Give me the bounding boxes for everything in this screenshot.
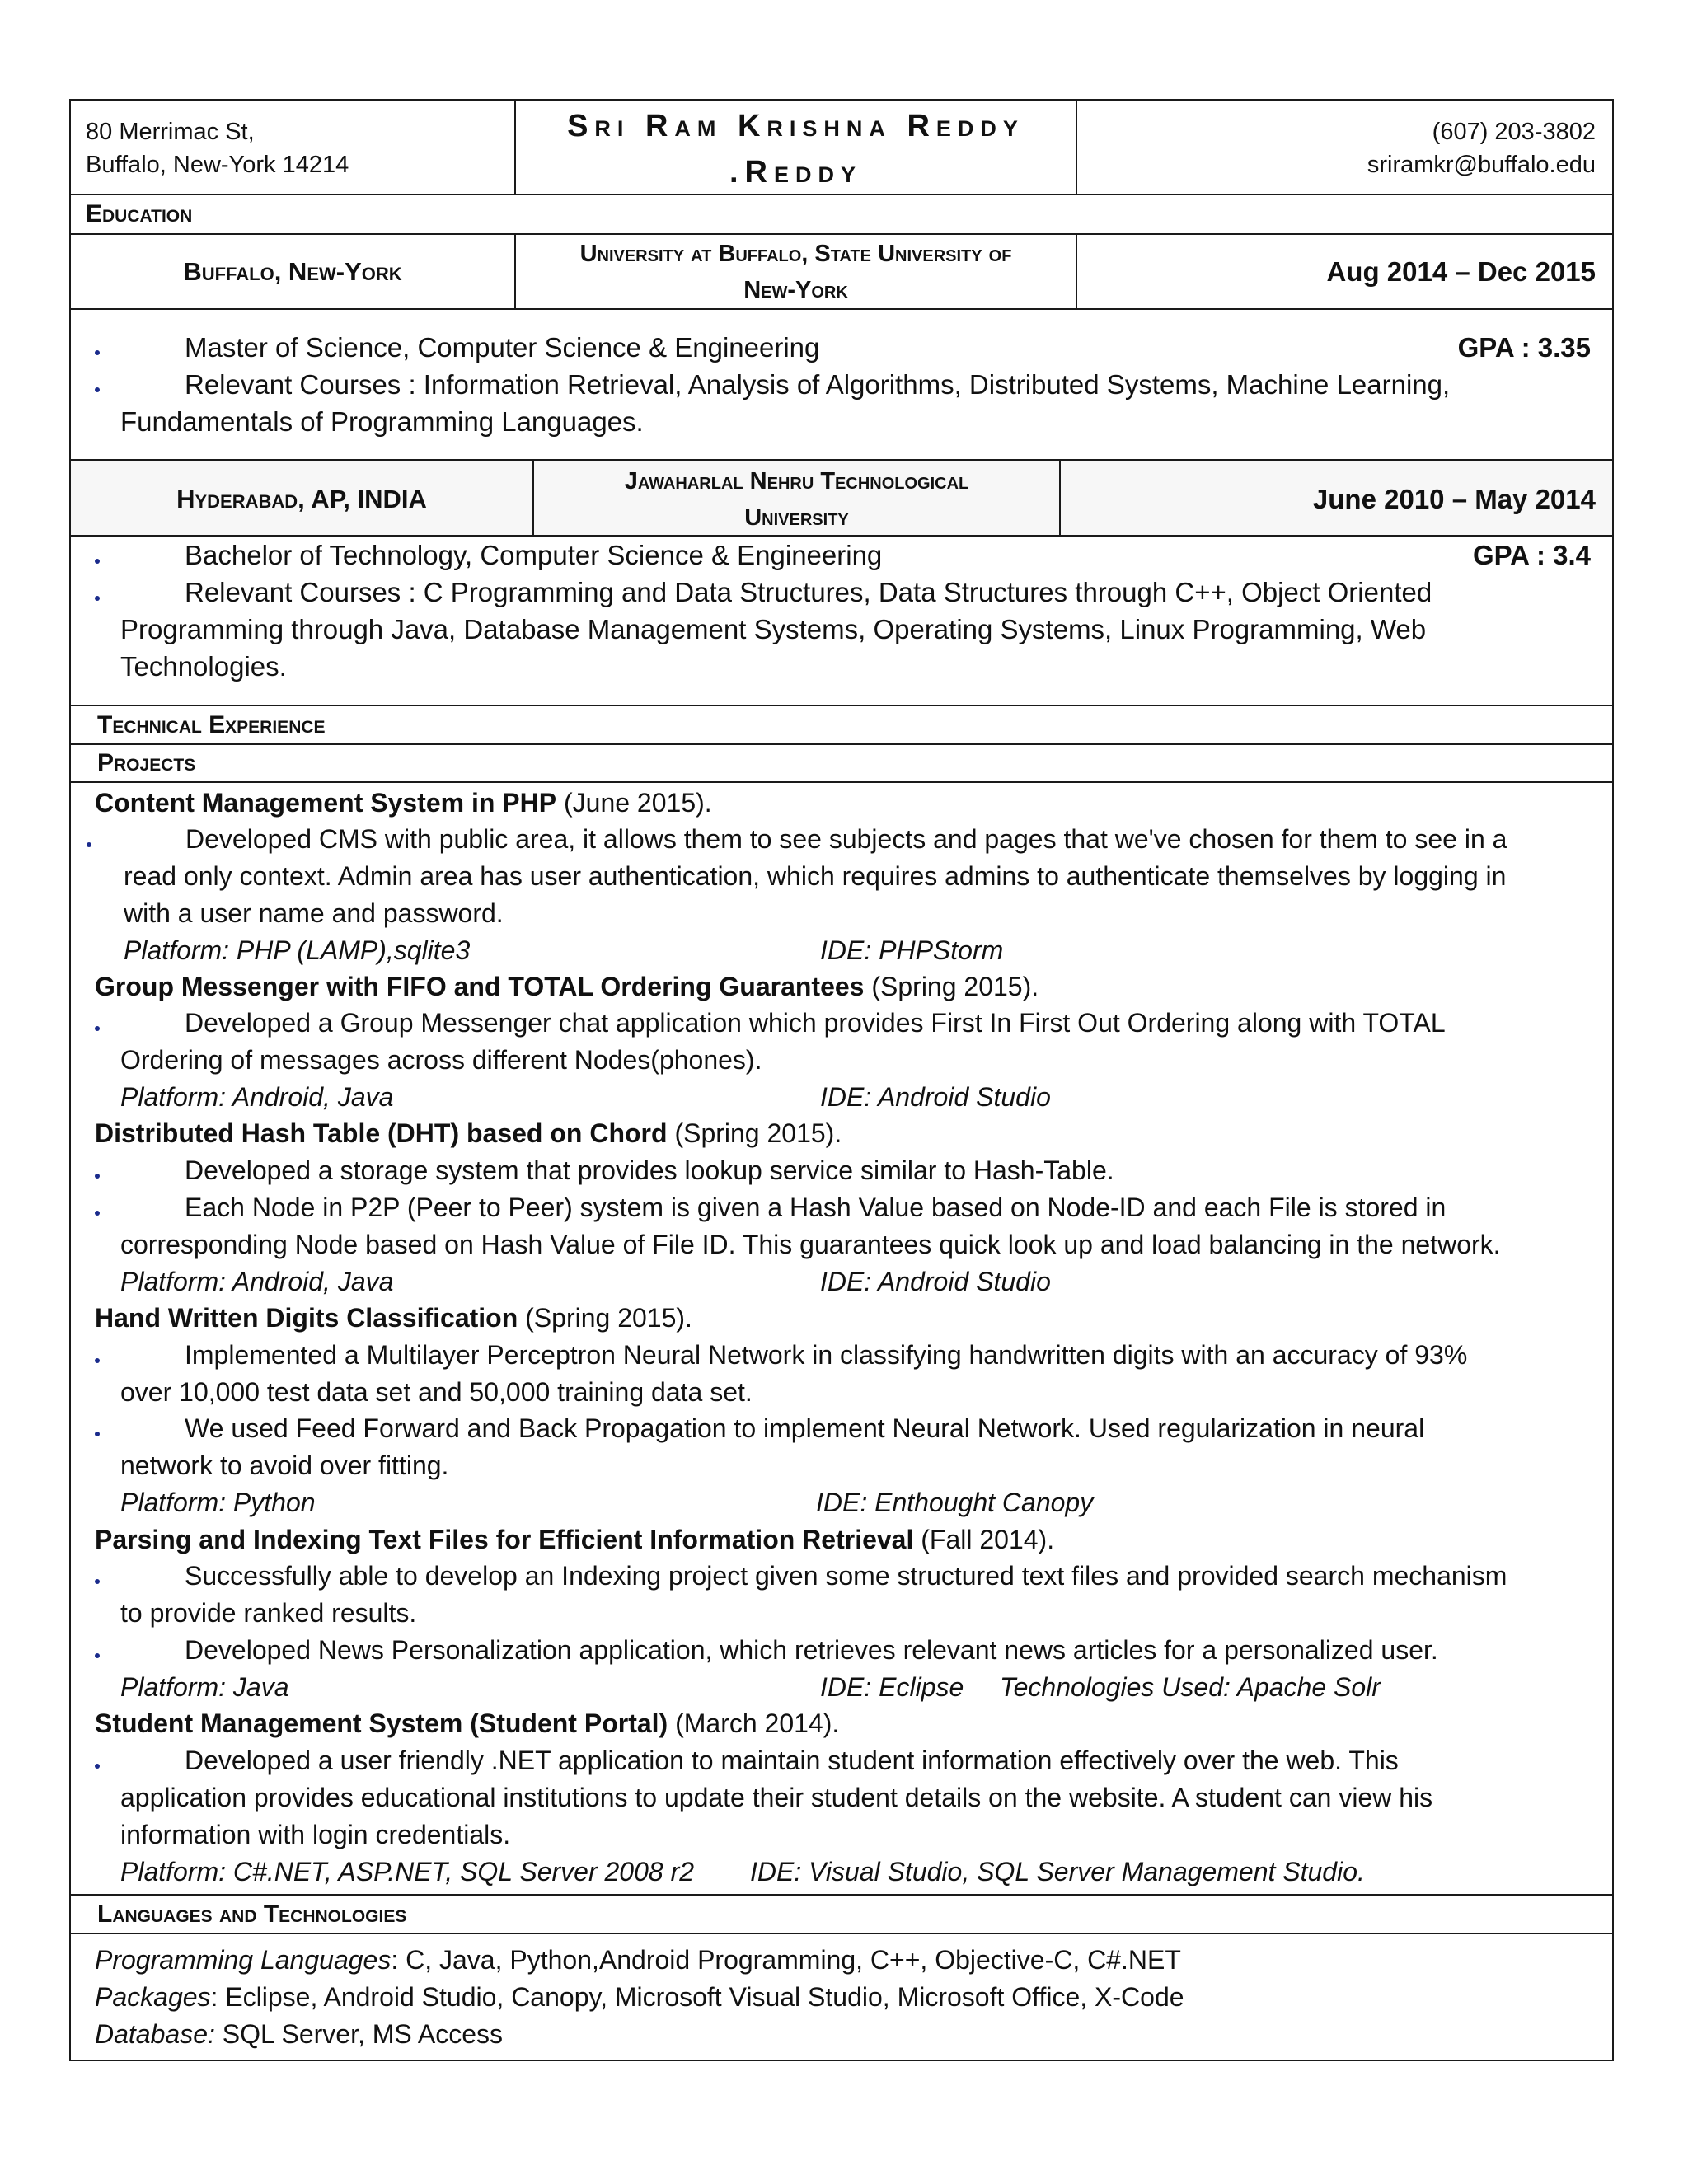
school2-courses: Relevant Courses : C Programming and Data Structures, Data Structures through C++, Object Oriented <box>185 577 1432 607</box>
bullet-icon <box>95 1211 100 1216</box>
project-3-line-2: Each Node in P2P (Peer to Peer) system is given a Hash Value based on Node-ID and each File is stored in <box>185 1193 1447 1222</box>
school1-name-line2: New-York <box>743 277 848 303</box>
project-6-platform: Platform: C#.NET, ASP.NET, SQL Server 2008 r2 <box>120 1857 695 1886</box>
school2-divider-2 <box>1059 459 1061 537</box>
project-3-line-1: Developed a storage system that provides lookup service similar to Hash-Table. <box>185 1155 1114 1185</box>
packages-label: Packages <box>95 1982 211 2012</box>
project-4-line-2: over 10,000 test data set and 50,000 training data set. <box>120 1377 753 1407</box>
school2-courses-cont2: Technologies. <box>120 651 287 682</box>
project-4-line-1: Implemented a Multilayer Perceptron Neural Network in classifying handwritten digits with an accuracy of 93% <box>185 1340 1468 1370</box>
school1-degree: Master of Science, Computer Science & Engineering <box>185 332 820 363</box>
school1-gpa: GPA : 3.35 <box>1457 332 1591 363</box>
project-5-header <box>95 1521 1054 1558</box>
project-1-line-1: Developed CMS with public area, it allows them to see subjects and pages that we've chosen for them to see in a <box>185 824 1507 854</box>
bullet-icon <box>95 559 100 564</box>
project-3-line-3: corresponding Node based on Hash Value of File ID. This guarantees quick look up and load balancing in the network. <box>120 1230 1501 1259</box>
languages-heading-line <box>69 1933 1614 1934</box>
bullet-icon <box>95 387 100 392</box>
header-bottom-line <box>69 194 1614 195</box>
school1-courses-cont: Fundamentals of Programming Languages. <box>120 406 644 437</box>
project-4-header <box>95 1300 692 1336</box>
edu-heading-line <box>69 233 1614 235</box>
school2-degree: Bachelor of Technology, Computer Science & Engineering <box>185 540 883 570</box>
bullet-icon <box>95 1579 100 1584</box>
project-2-header <box>95 968 1039 1005</box>
project-1-title: Content Management System in PHP <box>95 788 557 818</box>
project-3-date: (Spring 2015). <box>667 1118 842 1148</box>
languages-top-line <box>69 1894 1614 1896</box>
project-2-ide: IDE: Android Studio <box>820 1082 1051 1112</box>
email-address: sriramkr@buffalo.edu <box>1367 152 1596 178</box>
project-1-header <box>95 785 712 821</box>
project-6-date: (March 2014). <box>668 1708 840 1738</box>
tech-exp-top-line <box>69 705 1614 706</box>
bullet-icon <box>95 1026 100 1031</box>
packages-line <box>95 1979 1184 2015</box>
project-3-platform: Platform: Android, Java <box>120 1267 394 1296</box>
school1-divider-2 <box>1076 233 1077 309</box>
project-5-line-3: Developed News Personalization application, which retrieves relevant news articles for a personalized user. <box>185 1635 1438 1665</box>
school2-courses-cont: Programming through Java, Database Management Systems, Operating Systems, Linux Programming, Web <box>120 614 1427 644</box>
school2-name: Jawaharlal Nehru Technological <box>624 468 969 494</box>
project-6-line-1: Developed a user friendly .NET application to maintain student information effectively over the web. This <box>185 1746 1399 1775</box>
school2-name-line2: University <box>744 504 849 531</box>
school1-name: University at Buffalo, State University of <box>579 241 1012 267</box>
school1-courses: Relevant Courses : Information Retrieval, Analysis of Algorithms, Distributed Systems, Machine Learning, <box>185 369 1451 400</box>
project-5-ide: IDE: Eclipse <box>820 1672 964 1702</box>
programming-languages-line <box>95 1942 1181 1978</box>
bullet-icon <box>95 1358 100 1363</box>
address-line-1: 80 Merrimac St, <box>86 119 255 145</box>
project-6-header <box>95 1705 839 1741</box>
bullet-icon <box>95 1432 100 1436</box>
education-heading: Education <box>86 200 193 227</box>
project-2-platform: Platform: Android, Java <box>120 1082 394 1112</box>
header-divider-2 <box>1076 99 1077 194</box>
project-6-ide: IDE: Visual Studio, SQL Server Management Studio. <box>750 1857 1365 1886</box>
school2-location: Hyderabad, AP, INDIA <box>176 485 427 513</box>
candidate-name: Sri Ram Krishna Reddy <box>567 109 1025 143</box>
project-4-title: Hand Written Digits Classification <box>95 1303 518 1333</box>
project-4-date: (Spring 2015). <box>518 1303 692 1333</box>
project-5-line-2: to provide ranked results. <box>120 1598 417 1628</box>
projects-heading-line <box>69 781 1614 783</box>
project-3-header <box>95 1115 842 1151</box>
languages-heading: Languages and Technologies <box>97 1900 407 1928</box>
project-3-ide: IDE: Android Studio <box>820 1267 1051 1296</box>
project-2-title: Group Messenger with FIFO and TOTAL Ordering Guarantees <box>95 972 865 1001</box>
bullet-icon <box>95 350 100 355</box>
project-2-line-1: Developed a Group Messenger chat application which provides First In First Out Ordering along with TOTAL <box>185 1008 1446 1038</box>
project-1-date: (June 2015). <box>556 788 712 818</box>
bullet-icon <box>95 1653 100 1658</box>
project-4-ide: IDE: Enthought Canopy <box>816 1488 1094 1517</box>
project-4-platform: Platform: Python <box>120 1488 316 1517</box>
packages-value: : Eclipse, Android Studio, Canopy, Microsoft Visual Studio, Microsoft Office, X-Code <box>210 1982 1184 2012</box>
bullet-icon <box>87 842 91 847</box>
school1-dates: Aug 2014 – Dec 2015 <box>1326 256 1596 287</box>
project-5-title: Parsing and Indexing Text Files for Efficient Information Retrieval <box>95 1525 914 1554</box>
bullet-icon <box>95 1174 100 1179</box>
technical-experience-heading: Technical Experience <box>97 711 326 738</box>
project-1-platform: Platform: PHP (LAMP),sqlite3 <box>124 935 471 965</box>
project-6-line-2: application provides educational institutions to update their student details on the website. A student can view his <box>120 1783 1433 1812</box>
project-2-date: (Spring 2015). <box>864 972 1039 1001</box>
database-line <box>95 2016 503 2052</box>
project-5-date: (Fall 2014). <box>913 1525 1055 1554</box>
project-6-line-3: information with login credentials. <box>120 1820 511 1849</box>
project-1-line-2: read only context. Admin area has user authentication, which requires admins to authenticate themselves by logging in <box>124 861 1507 891</box>
project-6-title: Student Management System (Student Portal) <box>95 1708 668 1738</box>
database-value: SQL Server, MS Access <box>214 2019 504 2049</box>
school2-gpa: GPA : 3.4 <box>1472 540 1591 570</box>
project-5-line-1: Successfully able to develop an Indexing project given some structured text files and provided search mechanism <box>185 1561 1507 1591</box>
bullet-icon <box>95 1764 100 1769</box>
address-line-2: Buffalo, New-York 14214 <box>86 152 349 178</box>
project-1-ide: IDE: PHPStorm <box>820 935 1004 965</box>
school1-location: Buffalo, New-York <box>183 257 402 286</box>
projects-heading: Projects <box>97 749 196 776</box>
database-label: Database: <box>95 2019 215 2049</box>
projects-top-line <box>69 743 1614 745</box>
project-3-title: Distributed Hash Table (DHT) based on Chord <box>95 1118 668 1148</box>
programming-languages-label: Programming Languages <box>95 1945 392 1975</box>
school2-dates: June 2010 – May 2014 <box>1312 484 1596 514</box>
project-4-line-4: network to avoid over fitting. <box>120 1451 449 1480</box>
project-5-platform: Platform: Java <box>120 1672 289 1702</box>
project-1-line-3: with a user name and password. <box>124 898 504 928</box>
candidate-name-line2: .Reddy <box>729 155 862 190</box>
project-2-line-2: Ordering of messages across different Nodes(phones). <box>120 1045 762 1075</box>
programming-languages-value: : C, Java, Python,Android Programming, C++, Objective-C, C#.NET <box>391 1945 1181 1975</box>
project-5-technologies: Technologies Used: Apache Solr <box>1000 1672 1381 1702</box>
bullet-icon <box>95 596 100 601</box>
phone-number: (607) 203-3802 <box>1432 119 1596 145</box>
school1-row-line <box>69 308 1614 310</box>
project-4-line-3: We used Feed Forward and Back Propagation to implement Neural Network. Used regularization in neural <box>185 1413 1425 1443</box>
